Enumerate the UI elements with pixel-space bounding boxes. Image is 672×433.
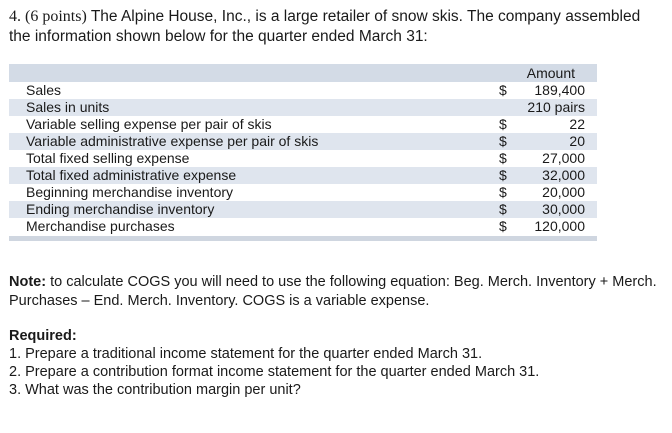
row-value: 210 pairs — [527, 99, 585, 115]
table-row — [9, 116, 597, 133]
data-table — [9, 64, 597, 241]
row-value: 27,000 — [542, 150, 585, 166]
table-row — [9, 167, 597, 184]
row-label: Merchandise purchases — [26, 218, 175, 234]
row-label: Variable selling expense per pair of skis — [26, 116, 272, 132]
row-label: Beginning merchandise inventory — [26, 184, 234, 200]
table-bottom-rule — [9, 236, 597, 241]
required-item: 2. Prepare a contribution format income statement for the quarter ended March 31. — [9, 364, 540, 380]
row-label: Variable administrative expense per pair of skis — [26, 133, 319, 149]
note-paragraph — [9, 273, 664, 311]
problem-intro — [9, 7, 659, 47]
row-value: 20 — [569, 133, 585, 149]
table-row — [9, 99, 597, 116]
row-value: 32,000 — [542, 167, 585, 183]
row-label: Sales — [26, 82, 62, 98]
row-label: Total fixed administrative expense — [26, 167, 237, 183]
table-row — [9, 150, 597, 167]
currency-sign: $ — [499, 116, 507, 132]
currency-sign: $ — [499, 150, 507, 166]
table-row — [9, 133, 597, 150]
currency-sign: $ — [499, 184, 507, 200]
row-value: 22 — [569, 116, 585, 132]
table-header-row — [9, 64, 597, 82]
note-text: to calculate COGS you will need to use the following equation: Beg. Merch. Inventory + Merch. Purchases – End. Merch. Inventory. COGS is a variable expense. — [9, 274, 657, 309]
table-row — [9, 201, 597, 218]
row-label: Total fixed selling expense — [26, 150, 190, 166]
row-value: 189,400 — [534, 82, 585, 98]
row-label: Ending merchandise inventory — [26, 201, 215, 217]
row-value: 30,000 — [542, 201, 585, 217]
currency-sign: $ — [499, 167, 507, 183]
required-item: 3. What was the contribution margin per unit? — [9, 382, 301, 398]
table-row — [9, 184, 597, 201]
question-number: 4. (6 points) — [9, 8, 87, 25]
required-label: Required: — [9, 328, 77, 344]
required-list — [9, 345, 664, 399]
currency-sign: $ — [499, 201, 507, 217]
table-row — [9, 218, 597, 235]
required-section — [9, 327, 664, 399]
currency-sign: $ — [499, 82, 507, 98]
currency-sign: $ — [499, 218, 507, 234]
required-item: 1. Prepare a traditional income statement for the quarter ended March 31. — [9, 346, 483, 362]
note-label: Note: — [9, 274, 47, 290]
row-label: Sales in units — [26, 99, 110, 115]
amount-column-header: Amount — [526, 65, 575, 81]
intro-text: The Alpine House, Inc., is a large retailer of snow skis. The company assembled the information shown below for the quarter ended March 31: — [9, 8, 641, 45]
currency-sign: $ — [499, 133, 507, 149]
row-value: 120,000 — [534, 218, 585, 234]
table-row — [9, 82, 597, 99]
row-value: 20,000 — [542, 184, 585, 200]
